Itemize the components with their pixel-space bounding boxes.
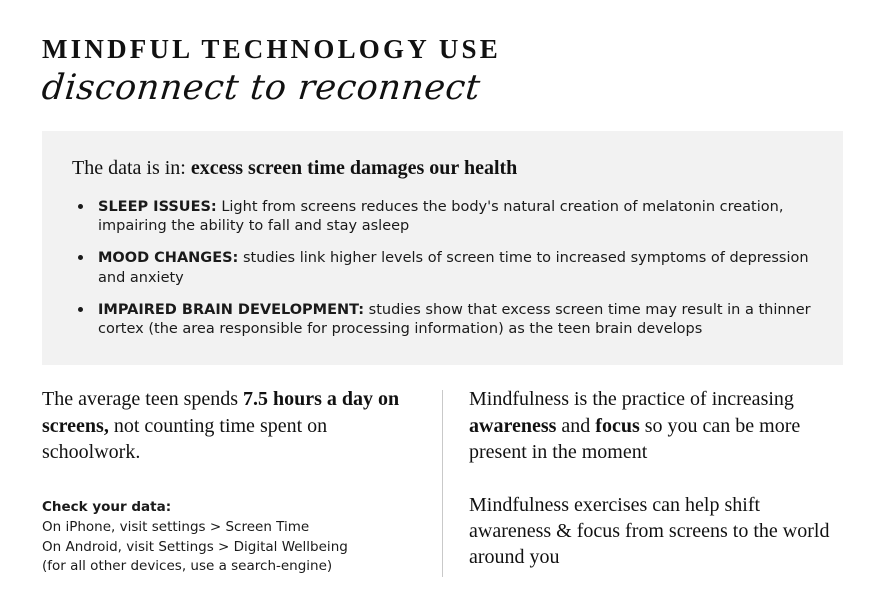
mindfulness-exercises: Mindfulness exercises can help shift awareness & focus from screens to the world around you — [469, 493, 830, 569]
bullet-text: Light from screens reduces the body's natural creation of melatonin creation, impairing the ability to fall and stay asleep — [98, 198, 784, 235]
definition-awareness: awareness — [469, 414, 557, 437]
list-item — [72, 198, 813, 237]
stat-highlight: 7.5 hours a day on screens, — [42, 388, 400, 437]
stat-pre-text: The average teen spends — [42, 388, 244, 411]
stat-post-text: not counting time spent on schoolwork. — [42, 414, 328, 464]
definition-focus: focus — [595, 414, 640, 437]
bullet-text: studies show that excess screen time may result in a thinner cortex (the area responsible for processing information) as the teen brain develops — [98, 301, 811, 338]
panel-heading-lead: The data is in: — [72, 156, 186, 179]
panel-heading — [72, 155, 813, 181]
definition-pre-text: Mindfulness is the practice of increasing — [469, 388, 794, 411]
list-item — [72, 301, 813, 340]
panel-bullet-list — [72, 198, 813, 340]
bullet-dot-icon — [78, 307, 83, 312]
definition-post-text: so you can be more present in the moment — [469, 414, 801, 464]
check-line-other: (for all other devices, use a search-engine) — [42, 558, 333, 575]
check-your-data-title: Check your data: — [42, 498, 172, 515]
panel-heading-strong: excess screen time damages our health — [190, 156, 518, 179]
bullet-label: MOOD CHANGES: — [98, 250, 239, 267]
bullet-text: studies link higher levels of screen time to increased symptoms of depression and anxiety — [98, 250, 809, 286]
mindfulness-definition — [469, 386, 843, 465]
data-callout-panel — [42, 131, 843, 366]
page-title: MINDFUL TECHNOLOGY USE — [42, 34, 501, 64]
two-column-section — [42, 386, 843, 576]
page-subtitle: disconnect to reconnect — [39, 68, 483, 109]
list-item — [72, 249, 813, 288]
screen-time-stat — [42, 386, 412, 465]
bullet-dot-icon — [78, 255, 83, 260]
check-line-iphone: On iPhone, visit settings > Screen Time — [42, 519, 310, 536]
bullet-dot-icon — [78, 204, 83, 209]
bullet-label: SLEEP ISSUES: — [98, 198, 217, 215]
definition-mid-text: and — [556, 414, 596, 437]
check-line-android: On Android, visit Settings > Digital Wellbeing — [42, 538, 348, 555]
bullet-label: IMPAIRED BRAIN DEVELOPMENT: — [98, 301, 365, 318]
right-column — [443, 386, 843, 576]
left-column — [42, 386, 442, 576]
check-your-data-block — [42, 498, 412, 577]
document-header — [39, 0, 843, 111]
